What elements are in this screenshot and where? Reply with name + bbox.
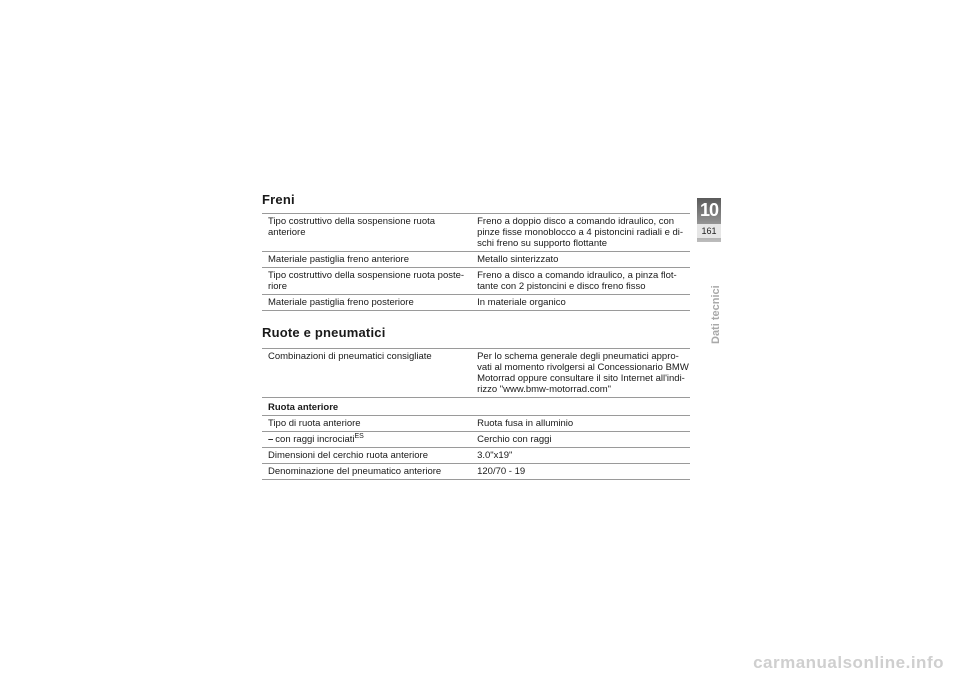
spec-value: Metallo sinterizzato (471, 252, 690, 268)
spec-label: Tipo costruttivo della sospensione ruota poste-riore (262, 268, 471, 295)
watermark: carmanualsonline.info (753, 653, 944, 672)
spec-label-option (262, 432, 471, 448)
wheels-table (262, 348, 690, 480)
spec-value: Cerchio con raggi (471, 432, 690, 448)
spec-label: Dimensioni del cerchio ruota anteriore (262, 448, 471, 464)
table-row (262, 349, 690, 398)
table-row (262, 252, 690, 268)
spec-label: Tipo di ruota anteriore (262, 416, 471, 432)
spec-label: Materiale pastiglia freno anteriore (262, 252, 471, 268)
option-superscript: ES (354, 433, 364, 440)
spec-label: Combinazioni di pneumatici consigliate (262, 349, 471, 398)
spec-value: Freno a doppio disco a comando idraulico, con pinze fisse monoblocco a 4 pistoncini radiali e di-schi freno su supporto flottante (471, 214, 690, 252)
page-number: 161 (697, 224, 721, 238)
subheading-row (262, 398, 690, 416)
spec-value: 3.0"x19" (471, 448, 690, 464)
table-row (262, 268, 690, 295)
section-title-freni: Freni (262, 192, 295, 207)
spec-value: Ruota fusa in alluminio (471, 416, 690, 432)
chapter-name: Dati tecnici (710, 285, 722, 344)
table-row (262, 432, 690, 448)
spec-label: Materiale pastiglia freno posteriore (262, 295, 471, 311)
spec-value: Per lo schema generale degli pneumatici appro-vati al momento rivolgersi al Concessionario BMW Motorrad oppure consultare il sito Internet all'indi-rizzo "www.bmw-motorrad.com" (471, 349, 690, 398)
table-row (262, 448, 690, 464)
spec-label: Denominazione del pneumatico anteriore (262, 464, 471, 480)
subheading-front-wheel: Ruota anteriore (262, 398, 690, 416)
spec-value: 120/70 - 19 (471, 464, 690, 480)
option-label: con raggi incrociati (275, 434, 355, 445)
table-row (262, 416, 690, 432)
spec-label: Tipo costruttivo della sospensione ruota anteriore (262, 214, 471, 252)
content-area (262, 192, 690, 480)
chapter-side-label (703, 278, 722, 344)
table-row (262, 295, 690, 311)
section-title-ruote: Ruote e pneumatici (262, 325, 386, 340)
spec-value: Freno a disco a comando idraulico, a pinza flot-tante con 2 pistoncini e disco freno fisso (471, 268, 690, 295)
spec-value: In materiale organico (471, 295, 690, 311)
table-row (262, 214, 690, 252)
brakes-table (262, 213, 690, 311)
chapter-tab (697, 198, 721, 242)
dash-marker: – (268, 434, 274, 445)
chapter-number: 10 (699, 200, 719, 220)
table-row (262, 464, 690, 480)
